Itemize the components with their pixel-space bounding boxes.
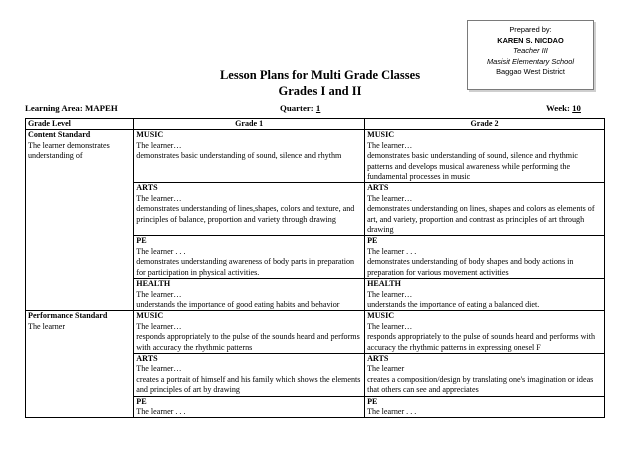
ps-music-g2: [365, 311, 605, 354]
quarter-label: Quarter:: [280, 103, 314, 113]
cell-text: responds appropriately to the pulse of sounds heard and performs with accuracy the rhythmic patterns in expressing onesel F: [367, 332, 595, 352]
ps-pe-g1: [134, 396, 365, 418]
cell-text: The learner…: [136, 321, 182, 331]
cell-text: The learner…: [136, 364, 182, 374]
week-value: 10: [572, 103, 581, 113]
quarter: [280, 103, 320, 113]
cell-text: The learner…: [136, 193, 182, 203]
cell-text: The learner . . .: [367, 406, 417, 416]
week-label: Week:: [546, 103, 570, 113]
header-grade-2: Grade 2: [365, 119, 605, 130]
preparer-name: KAREN S. NICDAO: [497, 35, 564, 45]
cell-text: The learner…: [367, 321, 413, 331]
table-header-row: [26, 119, 605, 130]
subject-label: PE: [136, 236, 147, 246]
cs-arts-g2: [365, 183, 605, 236]
subject-label: HEALTH: [367, 279, 401, 289]
header-grade-1: Grade 1: [134, 119, 365, 130]
cell-text: demonstrates understanding of lines,shapes, colors and texture, and principles of balance, proportion and variety through drawing: [136, 204, 355, 224]
cell-text: The learner…: [367, 289, 413, 299]
cs-health-g1: [134, 279, 365, 311]
subject-label: MUSIC: [136, 311, 164, 321]
performance-standard-cell: [26, 311, 134, 418]
content-standard-desc: The learner demonstrates understanding of: [28, 140, 110, 161]
cell-text: demonstrates understanding of body shapes and body actions in preparation for various movement activities: [367, 257, 574, 277]
lesson-plan-table: [25, 118, 605, 418]
subject-label: ARTS: [367, 183, 389, 193]
cell-text: demonstrates understanding awareness of body parts in preparation for participation in physical activities.: [136, 257, 355, 277]
subject-label: MUSIC: [136, 130, 164, 140]
cell-text: The learner…: [136, 289, 182, 299]
table-row: [26, 311, 605, 354]
prepared-by-label: Prepared by:: [509, 25, 552, 34]
cs-health-g2: [365, 279, 605, 311]
cell-text: The learner…: [367, 140, 413, 150]
content-standard-cell: [26, 130, 134, 311]
ps-arts-g1: [134, 353, 365, 396]
subject-label: PE: [136, 396, 147, 406]
cell-text: The learner . . .: [367, 246, 417, 256]
cs-pe-g1: [134, 236, 365, 279]
cs-arts-g1: [134, 183, 365, 236]
cell-text: The learner . . .: [136, 406, 186, 416]
table-row: [26, 130, 605, 183]
quarter-value: 1: [315, 103, 321, 113]
cell-text: The learner: [367, 364, 405, 374]
cell-text: demonstrates understanding on lines, shapes and colors as elements of art, and variety, proportion and contrast as principles of art through drawing: [367, 204, 595, 235]
subject-label: MUSIC: [367, 311, 395, 321]
preparer-school: Masisit Elementary School: [486, 56, 575, 66]
cell-text: The learner…: [136, 140, 182, 150]
performance-standard-desc: The learner: [28, 321, 66, 331]
header-grade-level: Grade Level: [26, 119, 134, 130]
subject-label: ARTS: [136, 353, 158, 363]
learning-area: Learning Area: MAPEH: [25, 103, 118, 113]
ps-pe-g2: [365, 396, 605, 418]
content-standard-label: Content Standard: [28, 130, 91, 140]
subject-label: PE: [367, 396, 378, 406]
week: [546, 103, 581, 113]
document-title: Lesson Plans for Multi Grade Classes: [219, 68, 421, 82]
subject-label: MUSIC: [367, 130, 395, 140]
subject-label: ARTS: [136, 183, 158, 193]
subject-label: PE: [367, 236, 378, 246]
preparer-district: Baggao West District: [496, 67, 565, 77]
cell-text: responds appropriately to the pulse of the sounds heard and performs with accuracy the rhythmic patterns: [136, 332, 360, 352]
performance-standard-label: Performance Standard: [28, 311, 108, 321]
cs-pe-g2: [365, 236, 605, 279]
cs-music-g1: [134, 130, 365, 183]
document-subtitle: Grades I and II: [278, 84, 362, 98]
subject-label: HEALTH: [136, 279, 171, 289]
cell-text: The learner…: [367, 193, 413, 203]
cell-text: creates a portrait of himself and his family which shows the elements and principles of art by drawing: [136, 374, 361, 395]
cell-text: The learner . . .: [136, 246, 186, 256]
subject-label: ARTS: [367, 353, 389, 363]
cell-text: demonstrates basic understanding of sound, silence and rhythm: [136, 151, 342, 161]
cell-text: understands the importance of eating a balanced diet.: [367, 299, 540, 309]
ps-arts-g2: [365, 353, 605, 396]
cell-text: demonstrates basic understanding of sound, silence and rhythmic patterns and develops musical awareness while performing the fundamental processes in music: [367, 151, 578, 182]
ps-music-g1: [134, 311, 365, 354]
cell-text: creates a composition/design by translating one's imagination or ideas that others can see and appreciates: [367, 374, 594, 395]
cell-text: understands the importance of good eating habits and behavior: [136, 299, 340, 309]
cs-music-g2: [365, 130, 605, 183]
preparer-position: Teacher III: [513, 46, 548, 56]
